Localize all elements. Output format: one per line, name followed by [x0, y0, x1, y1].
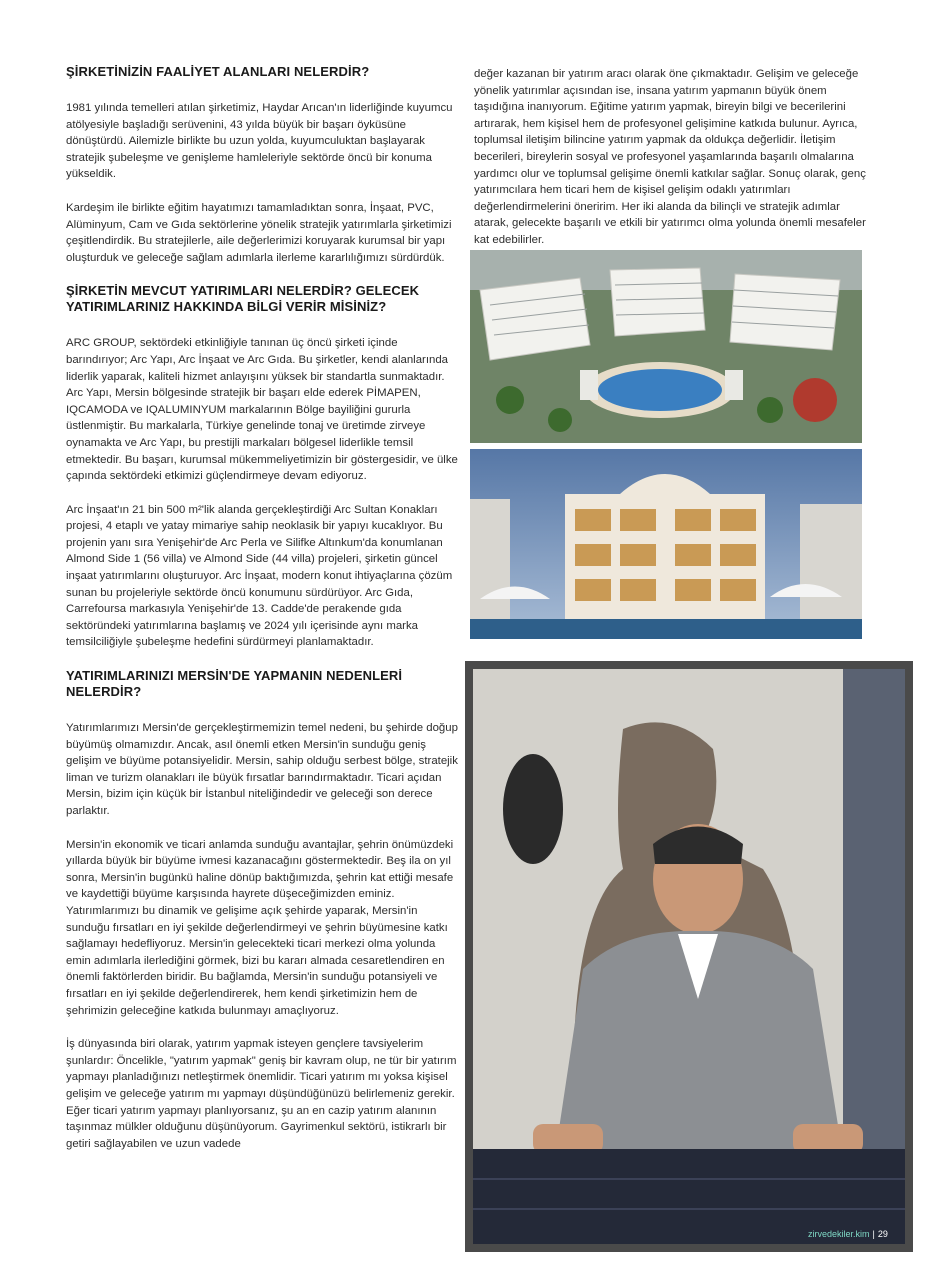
portrait-photo [473, 669, 905, 1244]
right-column [474, 66, 866, 249]
portrait-photo-frame [465, 661, 913, 1252]
facade-render-illustration [470, 449, 862, 639]
paragraph: ARC GROUP, sektördeki etkinliğiyle tanınan üç öncü şirketi içinde barındırıyor; Arc Yapı, Arc İnşaat ve Arc Gıda. Bu şirketler, kendi alanlarında liderlik yaparak, kaliteli hizmet anlayışını yüksek bir standartla sunmaktadır. Arc Yapı, Mersin bölgesinde stratejik bir başarı elde ederek PİMAPEN, IQCAMODA ve IQALUMINYUM markalarının Bölge bayiliğini gururla üstlenmiştir. Bu markalarla, Türkiye genelinde tonaj ve üretimde zirveye oynamakta ve Arc Yapı, bu prestijli markaları bölgesel liderlikle temsil etmektedir. Bu başarı, kurumsal mükemmeliyetimizin bir göstergesidir, ve ülke çapında sektördeki etkimizi güçlendirmeye devam ediyoruz. [66, 337, 458, 483]
paragraph: 1981 yılında temelleri atılan şirketimiz, Haydar Arıcan'ın liderliğinde kuyumcu atölyesiyle başladığı serüvenini, 43 yılda büyük bir başarı öyküsüne dönüştürdü. Ailemizle birlikte bu uzun yolda, kuyumculuktan başlayarak stratejik şubeleşme ve genişleme hamleleriyle sektörde öncü bir konuma yükseldik. [66, 102, 453, 181]
aerial-render-illustration [470, 250, 862, 443]
page-number: 29 [877, 1229, 888, 1239]
section-heading-activities: ŞİRKETİNİZİN FAALİYET ALANLARI NELERDİR? [66, 64, 370, 79]
footer-separator: | [872, 1229, 875, 1239]
footer-site[interactable]: zirvedekiler.kim [808, 1229, 870, 1239]
paragraph: değer kazanan bir yatırım aracı olarak öne çıkmaktadır. Gelişim ve geleceğe yönelik yatırımlar açısından ise, insana yatırım yapmanın büyük önem taşıdığına inanıyorum. Eğitime yatırım yapmak, bireyin bilgi ve becerilerini artırarak, hem kişisel hem de profesyonel gelişimine katkıda bulunur. Ayrıca, toplumsal iletişim bilincine yatırım yapmak da oldukça değerlidir. İletişim becerileri, bireylerin sosyal ve profesyonel yaşamlarında başarılı olmalarına yardımcı olur ve toplumsal gelişime önemli katkılar sağlar. Sonuç olarak, genç yatırımcılara hem ticari hem de kişisel gelişim odaklı yatırımları değerlendirmelerini öneririm. Her iki alanda da bilinçli ve stratejik adımlar atarak, gelecekte başarılı ve etkili bir yatırımcı olma yolunda önemli mesafeler kat edebilirler. [474, 68, 866, 246]
left-column [66, 64, 458, 1169]
page-footer [808, 1227, 888, 1241]
paragraph: Mersin'in ekonomik ve ticari anlamda sunduğu avantajlar, şehrin önümüzdeki yıllarda büyük bir büyüme ivmesi kazanacağını göstermektedir. Beş ila on yıl sonra, Mersin'in bugünkü haline dönüp baktığımızda, şehrin kat ettiği mesafe ve kaydettiği büyüme karşısında hayrete düşeceğimizden eminiz. Yatırımlarımızı bu dinamik ve gelişime açık şehirde yaparak, Mersin'in sunduğu fırsatları en iyi şekilde değerlendirmeyi ve şehrin büyümesine katkı sağlamayı hedefliyoruz. Mersin'in gelecekteki ticari merkezi olma yolunda emin adımlarla ilerlediğini görmek, bizi bu kararı almada cesaretlendiren en önemli faktörlerden biridir. Bu bağlamda, Mersin'in sunduğu potansiyeli ve fırsatları en iyi şekilde değerlendirerek, hem kendi şirketimizin hem de şehrimizin geleceğine katkıda bulunmayı amaçlıyoruz. [66, 838, 454, 1017]
section-heading-investments: ŞİRKETİN MEVCUT YATIRIMLARI NELERDİR? GELECEK YATIRIMLARINIZ HAKKINDA BİLGİ VERİR MİSİNİZ? [66, 283, 420, 315]
building-facade-photo [470, 449, 862, 639]
aerial-render-photo [470, 250, 862, 443]
section-heading-mersin: YATIRIMLARINIZI MERSİN'DE YAPMANIN NEDENLERİ NELERDİR? [66, 668, 403, 700]
portrait-illustration [473, 669, 905, 1244]
paragraph: İş dünyasında biri olarak, yatırım yapmak isteyen gençlere tavsiyelerim şunlardır: Öncelikle, "yatırım yapmak" geniş bir kavram olup, ne tür bir yatırım yapmayı planladığınızı netleştirmek önemlidir. Ticari yatırım mı yoksa kişisel gelişim ve geleceğe yatırım mı yapmayı düşündüğünüzü belirlemeniz gerekir. Eğer ticari yatırım yapmayı planlıyorsanız, şu an en cazip yatırım alanının taşınmaz mülkler olduğunu düşünüyorum. Gayrimenkul sektörü, istikrarlı bir getiri sağlayabilen ve uzun vadede [66, 1038, 457, 1150]
paragraph: Kardeşim ile birlikte eğitim hayatımızı tamamladıktan sonra, İnşaat, PVC, Alüminyum, Cam ve Gıda sektörlerine yönelik stratejik yatırımlarla şirketimizi çeşitlendirdik. Bu stratejilerle, aile değerlerimizi koruyarak kurumsal bir yapı oluşturduk ve geleceğe sağlam adımlarla ilerleme kararlılığımızı sürdürdük. [66, 201, 452, 264]
paragraph: Yatırımlarımızı Mersin'de gerçekleştirmemizin temel nedeni, bu şehirde doğup büyümüş olmamızdır. Ancak, asıl önemli etken Mersin'in sunduğu geniş gelişim ve büyüme potansiyelidir. Mersin, sahip olduğu serbest bölge, stratejik liman ve turizm olanakları ile büyük fırsatlar barındırmaktadır. Ticari açıdan Mersin, bizim için küçük bir İstanbul niteliğindedir ve geleceği son derece parlaktır. [66, 722, 458, 817]
paragraph: Arc İnşaat'ın 21 bin 500 m²'lik alanda gerçekleştirdiği Arc Sultan Konakları projesi, 4 etaplı ve yatay mimariye sahip neoklasik bir yapıyı kucaklıyor. Bu projenin yanı sıra Yenişehir'de Arc Perla ve Silifke Altınkum'da konumlanan Almond Side 1 (56 villa) ve Almond Side (44 villa) projeleri, şirketin güncel inşaat yatırımlarını oluşturuyor. Arc İnşaat, modern konut ihtiyaçlarına çözüm sunan bu projeleriyle sektörde öncü konumunu sürdürüyor. Arc Gıda, Carrefoursa markasıyla Yenişehir'de 13. Cadde'de perakende gıda sektöründeki yatırımlarına başlamış ve 2024 yılı içerisinde aynı marka temsilciliğiyle şubeleşme hedefini sürdürmeyi planlamaktadır. [66, 503, 453, 649]
